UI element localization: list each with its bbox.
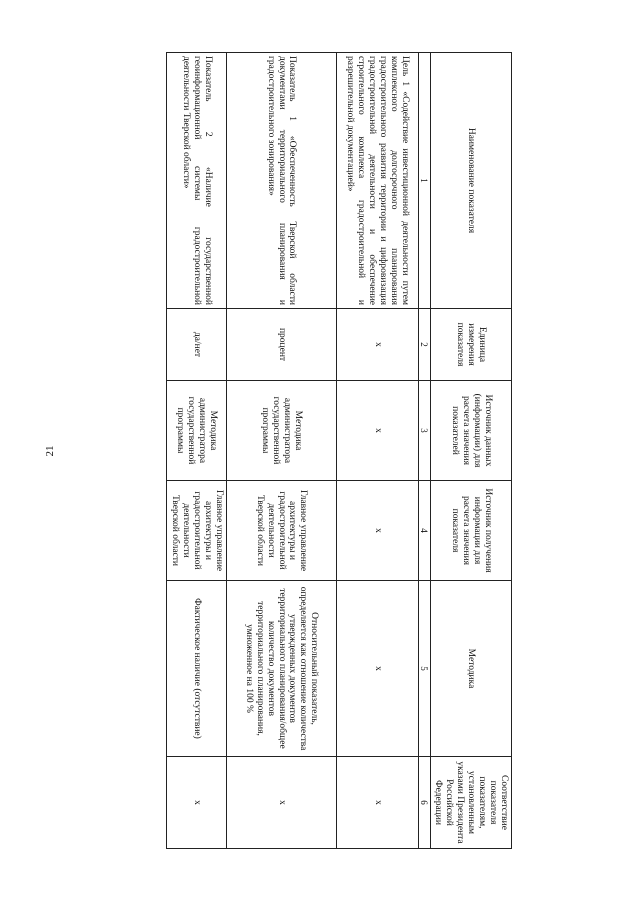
- header-unit: Единица измерения показателя: [430, 309, 511, 381]
- row-info-source: x: [336, 481, 418, 581]
- row-data-source: Методика администратора государственной программы: [166, 381, 226, 481]
- table-row: [336, 53, 418, 849]
- row-data-source: Методика администратора государственной программы: [226, 381, 336, 481]
- header-data-source: Источник данных (информации) для расчета значения показателей: [430, 381, 511, 481]
- column-number-row: [418, 53, 430, 849]
- header-match: Соответствие показателя показателям, установленным указами Президента Российской Федерации: [430, 757, 511, 849]
- row-info-source: Главное управление архитектуры и градостроительной деятельности Тверской области: [226, 481, 336, 581]
- indicators-table-wrapper: [169, 52, 512, 848]
- row-method: Фактическое наличие (отсутствие): [166, 581, 226, 757]
- column-number: 4: [418, 481, 430, 581]
- row-data-source: x: [336, 381, 418, 481]
- column-number: 3: [418, 381, 430, 481]
- table-row: [226, 53, 336, 849]
- header-method: Методика: [430, 581, 511, 757]
- row-unit: процент: [226, 309, 336, 381]
- column-number: 1: [418, 53, 430, 309]
- indicators-table: [166, 52, 512, 849]
- header-info-source: Источник получения информации для расчета значения показателя: [430, 481, 511, 581]
- row-unit: x: [336, 309, 418, 381]
- row-name: Показатель 2 «Наличие государственной геоинформационной системы градостроительной деятельности Тверской области»: [166, 53, 226, 309]
- row-match: x: [226, 757, 336, 849]
- row-name: Цель 1 «Содействие инвестиционной деятельности путем комплексного долгосрочного планирования градостроительного развития территории и цифровизация градостроительной деятельности и обеспечение строительного комплекса градостроительной и разрешительной документацией»: [336, 53, 418, 309]
- table-row: [166, 53, 226, 849]
- header-row: [430, 53, 511, 849]
- column-number: 5: [418, 581, 430, 757]
- page-number: 21: [44, 445, 56, 457]
- row-method: Относительный показатель, определяется как отношение количества утвержденных документов территориального планирования/общее количество документов территориального планирования, умноженное на 100 %: [226, 581, 336, 757]
- row-match: x: [166, 757, 226, 849]
- header-name: Наименование показателя: [430, 53, 511, 309]
- row-name: Показатель 1 «Обеспеченность Тверской области документами территориального планирования и градостроительного зонирования»: [226, 53, 336, 309]
- row-method: x: [336, 581, 418, 757]
- row-unit: да/нет: [166, 309, 226, 381]
- row-match: x: [336, 757, 418, 849]
- row-info-source: Главное управление архитектуры и градостроительной деятельности Тверской области: [166, 481, 226, 581]
- column-number: 6: [418, 757, 430, 849]
- column-number: 2: [418, 309, 430, 381]
